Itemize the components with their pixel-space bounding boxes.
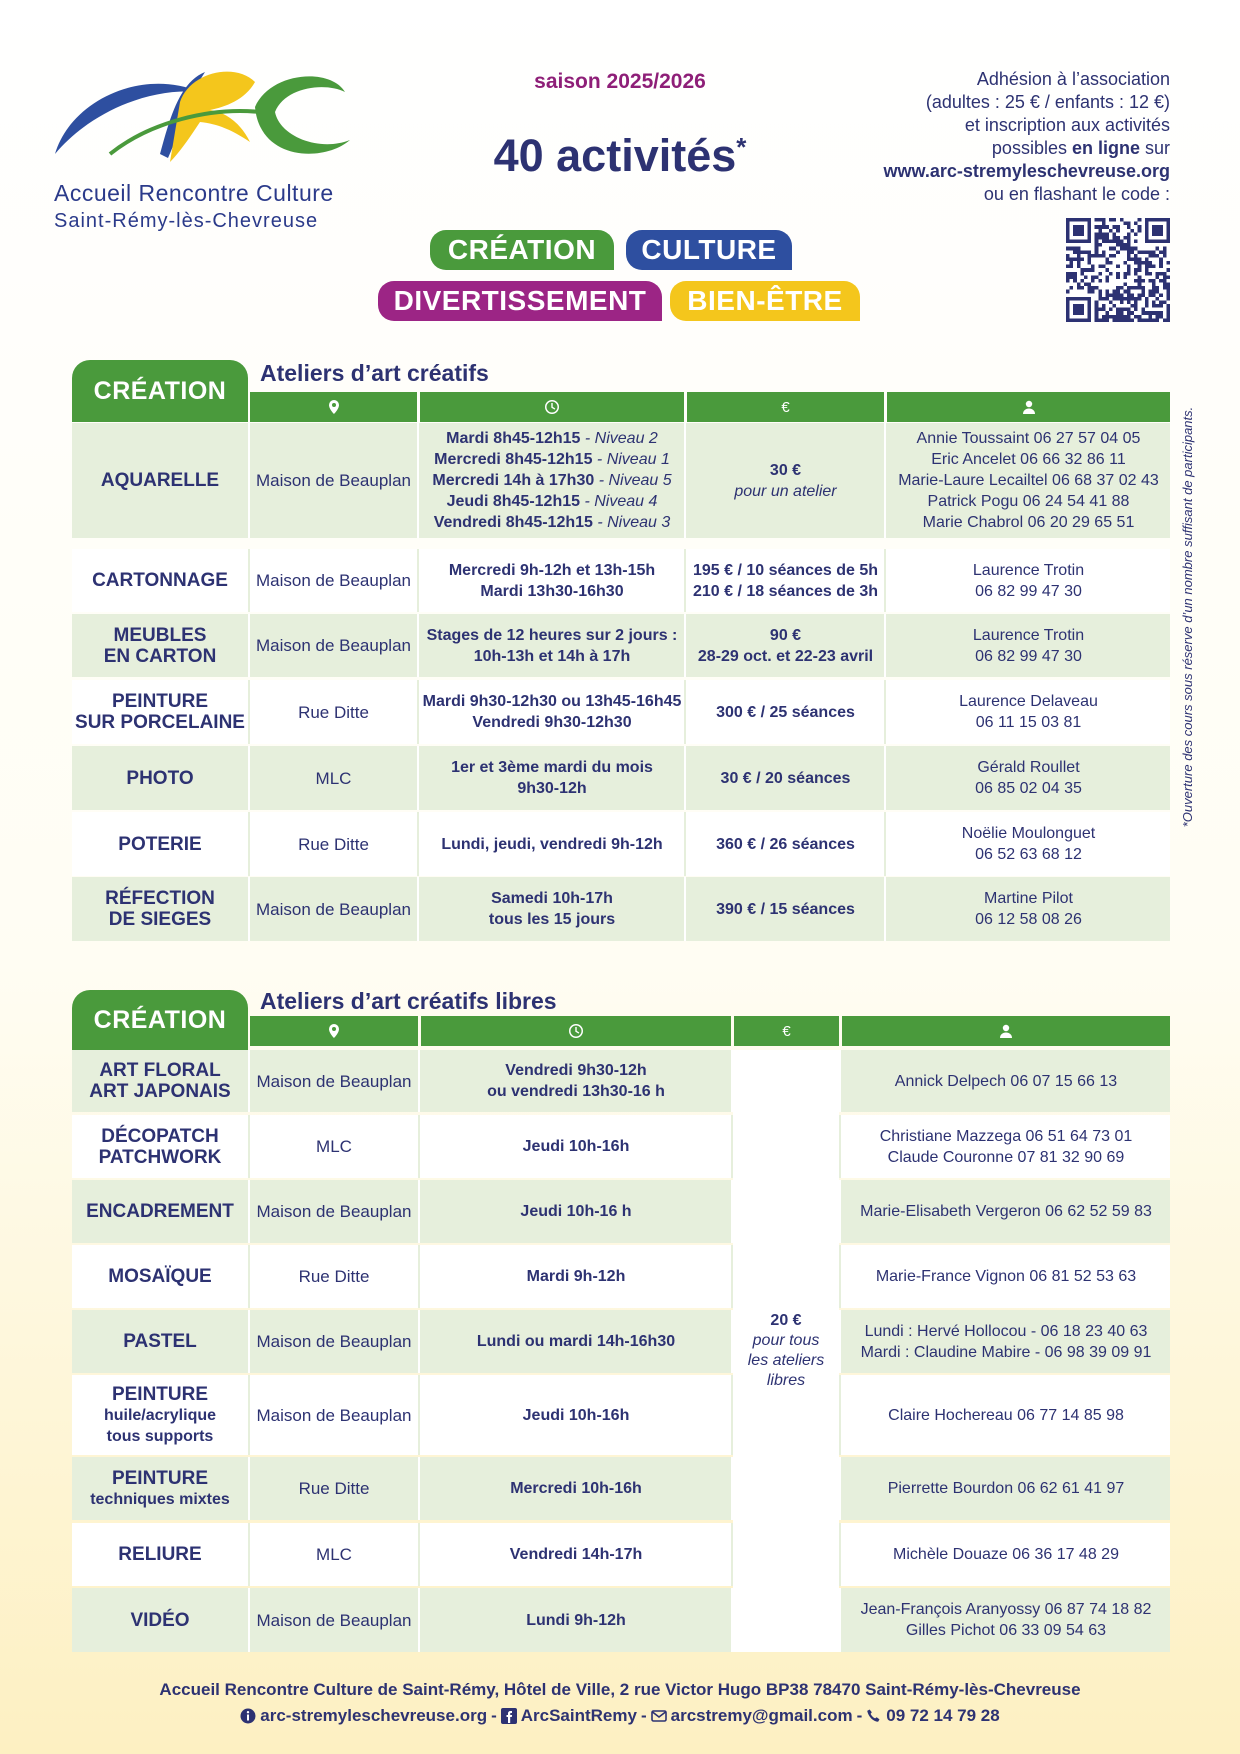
column-divider	[248, 423, 250, 538]
footer-separator: -	[856, 1706, 863, 1725]
activity-contacts	[887, 680, 1170, 744]
activity-name-line: MOSAÏQUE	[108, 1266, 212, 1287]
table-row	[72, 1050, 1170, 1112]
column-divider	[839, 1180, 841, 1243]
activity-schedule	[421, 1588, 731, 1652]
schedule-line: Vendredi 14h-17h	[509, 1546, 643, 1563]
schedule-line: Stages de 12 heures sur 2 jours :	[426, 626, 678, 644]
shared-price-note: les ateliers	[747, 1352, 825, 1369]
column-divider	[684, 746, 686, 810]
season-label: saison 2025/2026	[534, 70, 706, 93]
column-divider	[248, 812, 250, 876]
column-divider	[839, 1050, 841, 1112]
price-line: 210 € / 18 séances de 3h	[692, 582, 878, 600]
activity-contacts	[887, 614, 1170, 677]
activity-location: Maison de Beauplan	[255, 571, 411, 590]
contact-line: Marie-Laure Lecailtel 06 68 37 02 43	[898, 472, 1159, 489]
activity-contacts	[842, 1523, 1170, 1586]
activity-location: Maison de Beauplan	[256, 1332, 412, 1351]
contact-line: Marie-Elisabeth Vergeron 06 62 52 59 83	[860, 1203, 1152, 1220]
activity-location: Maison de Beauplan	[255, 471, 411, 490]
activity-price	[687, 812, 884, 876]
column-divider	[839, 1245, 841, 1308]
contact-line: Lundi : Hervé Hollocou - 06 18 23 40 63	[864, 1322, 1148, 1340]
column-divider	[418, 1050, 420, 1112]
column-divider	[248, 1588, 250, 1652]
activity-name-line: EN CARTON	[103, 645, 217, 667]
contact-line: Noëlie Moulonguet	[961, 825, 1096, 842]
activity-schedule	[421, 1180, 731, 1243]
table-row	[72, 423, 1170, 538]
contact-line: Laurence Trotin	[972, 561, 1085, 579]
activity-location: Maison de Beauplan	[256, 1610, 412, 1630]
adhesion-line: possibles en ligne sur	[991, 138, 1170, 158]
column-divider	[684, 877, 686, 941]
activity-location: Rue Ditte	[298, 834, 369, 854]
activity-schedule	[420, 680, 684, 744]
activity-contacts	[842, 1050, 1170, 1112]
schedule-line: Vendredi 9h30-12h	[505, 1062, 647, 1079]
activity-contacts	[842, 1588, 1170, 1652]
phone-icon	[866, 1708, 882, 1724]
contact-line: 06 82 99 47 30	[975, 647, 1082, 665]
column-divider	[884, 746, 886, 810]
contact-line: Annie Toussaint 06 27 57 04 05	[916, 430, 1141, 447]
organization-city: Saint-Rémy-lès-Chevreuse	[54, 210, 319, 232]
contact-line: Claude Couronne 07 81 32 90 69	[887, 1148, 1125, 1166]
table-row	[72, 1457, 1170, 1520]
schedule-line: Jeudi 10h-16 h	[520, 1203, 632, 1220]
activity-name-line: DÉCOPATCH	[101, 1125, 219, 1147]
footer-website-link[interactable]: arc-stremyleschevreuse.org	[260, 1706, 488, 1725]
activities-star: *	[736, 132, 747, 162]
table-row	[72, 1375, 1170, 1455]
activity-name-line: PEINTURE	[111, 691, 209, 712]
column-divider	[248, 1115, 250, 1178]
column-divider	[248, 1050, 250, 1112]
activity-name	[72, 1457, 248, 1520]
column-divider	[248, 746, 250, 810]
activity-name	[72, 812, 248, 876]
column-divider	[839, 1523, 841, 1586]
activity-schedule	[421, 1375, 731, 1455]
activity-price	[687, 614, 884, 677]
activity-location: Maison de Beauplan	[256, 1405, 412, 1425]
category-divertissement: DIVERTISSEMENT	[378, 281, 662, 321]
schedule-line: Mercredi 8h45-12h15 - Niveau 1	[434, 451, 670, 468]
column-divider	[884, 423, 886, 538]
contact-line: Jean-François Aranyossy 06 87 74 18 82	[860, 1601, 1152, 1618]
schedule-line: Lundi 9h-12h	[526, 1611, 626, 1629]
footer-separator: -	[491, 1706, 497, 1725]
activity-contacts	[887, 549, 1170, 612]
activity-price	[687, 877, 884, 941]
arc-logo	[50, 62, 350, 172]
table-row	[72, 812, 1170, 876]
activity-price	[687, 549, 884, 612]
activity-price	[687, 680, 884, 744]
contact-line: Michèle Douaze 06 36 17 48 29	[893, 1546, 1119, 1563]
column-divider	[417, 549, 419, 612]
adhesion-line: (adultes : 25 € / enfants : 12 €)	[925, 92, 1170, 112]
activity-name	[72, 614, 248, 677]
contact-line: 06 11 15 03 81	[975, 714, 1082, 731]
activity-schedule	[420, 549, 684, 612]
schedule-line: Jeudi 10h-16h	[522, 1138, 630, 1155]
schedule-line: Lundi ou mardi 14h-16h30	[476, 1333, 676, 1350]
column-divider	[248, 614, 250, 677]
adhesion-line: Adhésion à l’association	[976, 69, 1170, 89]
activity-contacts	[887, 877, 1170, 941]
activity-schedule	[420, 746, 684, 810]
price-line: 195 € / 10 séances de 5h	[692, 561, 878, 579]
table-row	[72, 1310, 1170, 1373]
activity-name-line: huile/acrylique	[103, 1406, 217, 1424]
shared-price-value: 20 €	[770, 1312, 802, 1329]
price-line: 300 € / 25 séances	[716, 703, 855, 721]
activity-name	[72, 423, 248, 538]
activity-location: MLC	[315, 768, 352, 788]
column-divider	[248, 1180, 250, 1243]
column-divider	[684, 423, 686, 538]
activity-location: Maison de Beauplan	[256, 1202, 412, 1221]
activity-name	[72, 1310, 248, 1373]
contact-line: 06 52 63 68 12	[975, 846, 1082, 863]
schedule-line: Mercredi 10h-16h	[510, 1480, 642, 1497]
schedule-line: Mercredi 9h-12h et 13h-15h	[448, 561, 656, 579]
schedule-level: - Niveau 2	[580, 430, 658, 447]
adhesion-line: et inscription aux activités	[964, 115, 1170, 135]
price-note: pour un atelier	[734, 482, 837, 500]
price-line: 90 €	[769, 626, 802, 644]
activity-schedule	[421, 1310, 731, 1373]
activity-name-line: RÉFECTION	[105, 888, 215, 909]
contact-line: Laurence Trotin	[972, 626, 1085, 644]
activity-schedule	[421, 1115, 731, 1178]
column-divider	[839, 1115, 841, 1178]
column-divider	[417, 746, 419, 810]
column-divider	[839, 1588, 841, 1652]
schedule-line: 10h-13h et 14h à 17h	[473, 647, 631, 665]
footer-separator: -	[640, 1706, 647, 1725]
activity-name-line: PEINTURE	[111, 1383, 209, 1405]
table1-subtitle: Ateliers d’art créatifs	[260, 360, 489, 386]
contact-line: Christiane Mazzega 06 51 64 73 01	[879, 1127, 1133, 1145]
activity-location: MLC	[316, 1545, 352, 1564]
activity-contacts	[842, 1375, 1170, 1455]
activity-price	[687, 423, 884, 538]
schedule-line: ou vendredi 13h30-16 h	[487, 1083, 665, 1100]
facebook-icon	[501, 1708, 517, 1724]
activity-schedule	[420, 877, 684, 941]
schedule-line: Lundi, jeudi, vendredi 9h-12h	[441, 835, 663, 853]
table2-subtitle: Ateliers d’art créatifs libres	[260, 988, 557, 1014]
activity-name	[72, 877, 248, 941]
clock-icon	[420, 392, 684, 422]
footer-address: Accueil Rencontre Culture de Saint-Rémy, Hôtel de Ville, 2 rue Victor Hugo BP38 78470 Saint-Rémy-lès-Chevreuse	[159, 1680, 1081, 1699]
activity-name-line: PASTEL	[123, 1331, 197, 1352]
email-icon	[651, 1708, 667, 1724]
price-line: 30 €	[769, 461, 802, 479]
column-divider	[884, 877, 886, 941]
activities-count: 40 activités	[493, 130, 737, 181]
contact-line: Annick Delpech 06 07 15 66 13	[894, 1072, 1118, 1090]
clock-icon	[421, 1016, 731, 1046]
contact-line: Patrick Pogu 06 24 54 41 88	[927, 493, 1130, 510]
column-divider	[418, 1115, 420, 1178]
website-link[interactable]: www.arc-stremyleschevreuse.org	[883, 161, 1170, 181]
activity-contacts	[887, 812, 1170, 876]
schedule-level: - Niveau 5	[594, 472, 672, 489]
location-icon	[250, 392, 417, 422]
table-row	[72, 1180, 1170, 1243]
qr-caption: ou en flashant le code :	[983, 184, 1170, 204]
column-divider	[884, 680, 886, 744]
column-divider	[884, 549, 886, 612]
activity-name-line: POTERIE	[118, 833, 202, 855]
contact-line: Laurence Delaveau	[959, 693, 1098, 710]
column-divider	[418, 1310, 420, 1373]
activity-location: MLC	[316, 1137, 352, 1156]
activity-location: Rue Ditte	[298, 702, 369, 722]
column-divider	[417, 812, 419, 876]
activity-name-line: DE SIEGES	[108, 909, 212, 930]
activity-name	[72, 1180, 248, 1243]
column-divider	[684, 614, 686, 677]
column-divider	[248, 549, 250, 612]
activity-schedule	[421, 1523, 731, 1586]
column-divider	[248, 1310, 250, 1373]
contact-line: Eric Ancelet 06 66 32 86 11	[931, 451, 1126, 468]
activity-name	[72, 680, 248, 744]
shared-price	[733, 1050, 839, 1652]
table-row	[72, 1588, 1170, 1652]
shared-price-note: libres	[766, 1372, 806, 1389]
price-line: 30 € / 20 séances	[720, 769, 851, 787]
activity-location: Maison de Beauplan	[255, 899, 411, 919]
column-divider	[418, 1457, 420, 1520]
contact-line: 06 12 58 08 26	[975, 911, 1082, 928]
column-divider	[418, 1245, 420, 1308]
column-divider	[684, 680, 686, 744]
table-row	[72, 1115, 1170, 1178]
activity-name	[72, 1050, 248, 1112]
column-divider	[417, 680, 419, 744]
column-divider	[884, 812, 886, 876]
activity-name-line: VIDÉO	[130, 1609, 190, 1631]
schedule-line: Vendredi 8h45-12h15 - Niveau 3	[433, 514, 671, 531]
activity-schedule	[420, 812, 684, 876]
schedule-level: - Niveau 3	[592, 514, 671, 531]
activity-schedule	[420, 423, 684, 538]
column-divider	[248, 1457, 250, 1520]
activity-contacts	[842, 1180, 1170, 1243]
activity-schedule	[421, 1245, 731, 1308]
activity-name	[72, 1523, 248, 1586]
column-divider	[248, 1245, 250, 1308]
activity-name-line: AQUARELLE	[100, 470, 220, 491]
column-divider	[248, 1523, 250, 1586]
schedule-line: Mardi 8h45-12h15 - Niveau 2	[446, 430, 658, 447]
euro-icon: €	[734, 1016, 839, 1046]
activity-name	[72, 549, 248, 612]
contact-line: 06 85 02 04 35	[975, 780, 1082, 797]
column-divider	[684, 549, 686, 612]
contact-line: Marie-France Vignon 06 81 52 53 63	[875, 1268, 1137, 1285]
column-divider	[884, 614, 886, 677]
schedule-line: 9h30-12h	[517, 780, 587, 797]
schedule-line: Mardi 13h30-16h30	[480, 582, 624, 600]
footer-facebook-link[interactable]: ArcSaintRemy	[520, 1706, 637, 1725]
activity-location: Rue Ditte	[298, 1267, 370, 1286]
table-row	[72, 614, 1170, 677]
activity-name-line: CARTONNAGE	[92, 570, 228, 591]
column-divider	[684, 812, 686, 876]
schedule-line: Vendredi 9h30-12h30	[472, 714, 632, 731]
qr-code-icon[interactable]	[1066, 218, 1170, 322]
column-divider	[418, 1523, 420, 1586]
person-icon	[887, 392, 1170, 422]
table-row	[72, 1245, 1170, 1308]
activities-title	[440, 130, 800, 182]
activity-name-line: MEUBLES	[113, 624, 207, 646]
category-culture: CULTURE	[626, 230, 792, 270]
schedule-line: Samedi 10h-17h	[491, 890, 613, 907]
activity-name	[72, 1375, 248, 1455]
column-divider	[417, 877, 419, 941]
activity-contacts	[842, 1310, 1170, 1373]
activity-name-line: SUR PORCELAINE	[75, 712, 245, 733]
table-row	[72, 877, 1170, 941]
euro-icon: €	[687, 392, 884, 422]
activity-price	[687, 746, 884, 810]
column-divider	[248, 877, 250, 941]
column-divider	[417, 423, 419, 538]
activity-name-line: PEINTURE	[111, 1467, 209, 1489]
table2-section-tab: CRÉATION	[72, 990, 248, 1050]
location-icon	[250, 1016, 418, 1046]
table1-section-tab: CRÉATION	[72, 360, 248, 422]
schedule-line: Mardi 9h30-12h30 ou 13h45-16h45	[422, 693, 682, 710]
schedule-line: Jeudi 8h45-12h15 - Niveau 4	[446, 493, 658, 510]
activity-location: Maison de Beauplan	[255, 636, 411, 655]
table-row	[72, 549, 1170, 612]
activity-name-line: PATCHWORK	[98, 1146, 222, 1168]
schedule-line: 1er et 3ème mardi du mois	[451, 759, 653, 776]
column-divider	[839, 1375, 841, 1455]
column-divider	[839, 1310, 841, 1373]
activity-name-line: ART JAPONAIS	[89, 1081, 231, 1102]
price-line: 390 € / 15 séances	[716, 900, 855, 918]
column-divider	[417, 614, 419, 677]
activity-schedule	[420, 614, 684, 677]
price-line: 28-29 oct. et 22-23 avril	[697, 647, 874, 665]
contact-line: Mardi : Claudine Mabire - 06 98 39 09 91	[860, 1343, 1152, 1361]
activity-name-line: tous supports	[106, 1427, 214, 1445]
footer-contacts	[0, 1706, 1240, 1726]
contact-line: Marie Chabrol 06 20 29 65 51	[922, 514, 1135, 531]
footer-email-link[interactable]: arcstremy@gmail.com	[670, 1706, 853, 1725]
activity-name	[72, 1245, 248, 1308]
side-note: *Ouverture des cours sous réserve d’un nombre suffisant de participants.	[1180, 406, 1195, 828]
adhesion-info	[840, 68, 1170, 206]
activity-schedule	[421, 1050, 731, 1112]
activity-name-line: RELIURE	[118, 1544, 202, 1565]
contact-line: Pierrette Bourdon 06 62 61 41 97	[887, 1480, 1125, 1497]
schedule-line: tous les 15 jours	[488, 911, 616, 928]
activity-contacts	[842, 1245, 1170, 1308]
column-divider	[418, 1180, 420, 1243]
column-divider	[248, 680, 250, 744]
category-bien-etre: BIEN-ÊTRE	[670, 281, 860, 321]
contact-line: Gilles Pichot 06 33 09 54 63	[905, 1622, 1107, 1639]
person-icon	[842, 1016, 1170, 1046]
table-row	[72, 746, 1170, 810]
activity-name-line: PHOTO	[126, 767, 194, 789]
contact-line: Martine Pilot	[984, 890, 1073, 907]
contact-line: Claire Hochereau 06 77 14 85 98	[888, 1406, 1124, 1424]
table-row	[72, 1523, 1170, 1586]
contact-line: Gérald Roullet	[977, 759, 1080, 776]
activity-name-line: ART FLORAL	[99, 1060, 221, 1081]
activity-name-line: techniques mixtes	[90, 1490, 230, 1508]
column-divider	[839, 1457, 841, 1520]
shared-price-note: pour tous	[752, 1332, 820, 1349]
activity-contacts	[842, 1457, 1170, 1520]
activity-contacts	[887, 423, 1170, 538]
activity-name	[72, 1588, 248, 1652]
category-creation: CRÉATION	[430, 230, 614, 270]
table-row	[72, 680, 1170, 744]
activity-name	[72, 746, 248, 810]
activity-name-line: ENCADREMENT	[86, 1201, 234, 1222]
activity-contacts	[842, 1115, 1170, 1178]
column-divider	[418, 1588, 420, 1652]
price-line: 360 € / 26 séances	[716, 835, 855, 853]
activity-name	[72, 1115, 248, 1178]
footer-phone: 09 72 14 79 28	[886, 1706, 1000, 1725]
schedule-level: - Niveau 4	[580, 493, 658, 510]
column-divider	[248, 1375, 250, 1455]
schedule-line: Mardi 9h-12h	[526, 1268, 626, 1285]
column-divider	[418, 1375, 420, 1455]
activity-contacts	[887, 746, 1170, 810]
info-icon	[240, 1708, 256, 1724]
organization-name: Accueil Rencontre Culture	[54, 180, 334, 206]
schedule-level: - Niveau 1	[592, 451, 670, 468]
schedule-line: Jeudi 10h-16h	[522, 1406, 630, 1424]
schedule-line: Mercredi 14h à 17h30 - Niveau 5	[432, 472, 672, 489]
activity-location: Maison de Beauplan	[256, 1071, 412, 1091]
activity-schedule	[421, 1457, 731, 1520]
contact-line: 06 82 99 47 30	[975, 582, 1082, 600]
activity-location: Rue Ditte	[298, 1479, 370, 1498]
